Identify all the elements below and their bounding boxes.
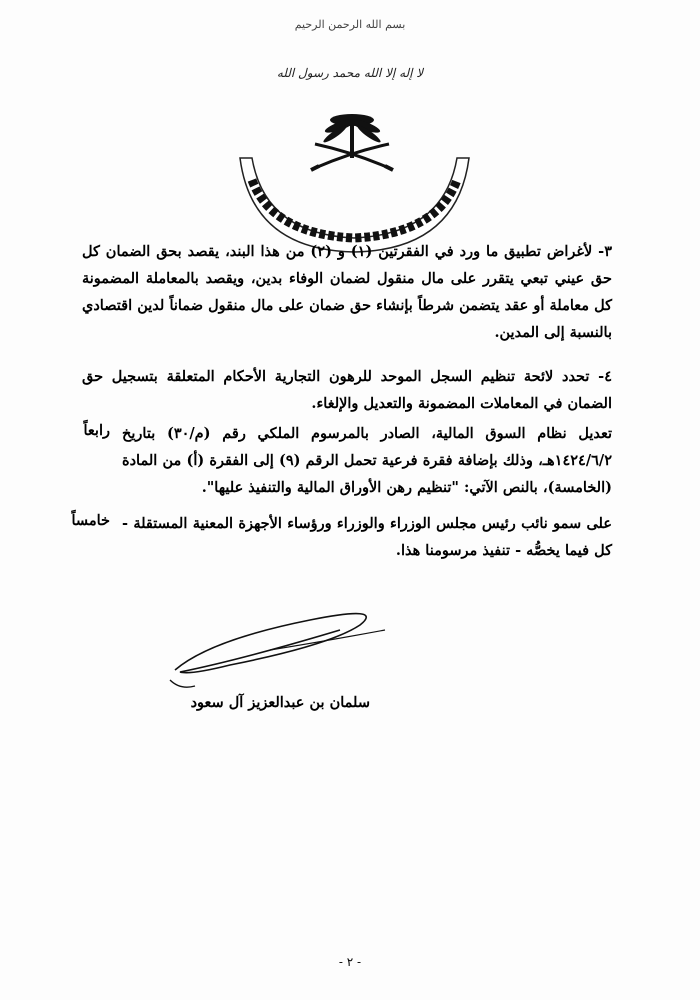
article-4-text: تعديل نظام السوق المالية، الصادر بالمرسوم الملكي رقم (م/٣٠) بتاريخ ١٤٢٤/٦/٢هـ، وذلك بإضافة فقرة فرعية تحمل الرقم (٩) إلى الفقرة (أ) من المادة (الخامسة)، بالنص الآتي: "تنظيم رهن الأوراق المالية والتنفيذ عليها". bbox=[122, 425, 612, 496]
article-4-label: رابعاً bbox=[83, 422, 110, 439]
article-5-label: خامساً bbox=[71, 512, 110, 529]
shahada-calligraphy: لا إله إلا الله محمد رسول الله bbox=[276, 66, 424, 80]
page-number: - ٢ - bbox=[338, 955, 362, 969]
clause-3: ٣- لأغراض تطبيق ما ورد في الفقرتين (١) و (٢) من هذا البند، يقصد بحق الضمان كل حق عيني تبعي يتقرر على مال منقول لضمان الوفاء بدين، ويقصد بالمعاملة المضمونة كل معاملة أو عقد يتضمن شرطاً بإنشاء حق ضمان على مال منقول ضماناً لدين اقتصادي بالنسبة إلى المدين. bbox=[82, 243, 612, 341]
basmala-header: بسم الله الرحمن الرحيم bbox=[294, 18, 406, 31]
article-5-text: على سمو نائب رئيس مجلس الوزراء والوزراء ورؤساء الأجهزة المعنية المستقلة - كل فيما يخصُّه - تنفيذ مرسومنا هذا. bbox=[122, 515, 612, 559]
clause-4: ٤- تحدد لائحة تنظيم السجل الموحد للرهون التجارية الأحكام المتعلقة بتسجيل حق الضمان في المعاملات المضمونة والتعديل والإلغاء. bbox=[82, 368, 612, 412]
handwritten-signature bbox=[150, 600, 390, 695]
signer-name: سلمان بن عبدالعزيز آل سعود bbox=[190, 694, 370, 711]
